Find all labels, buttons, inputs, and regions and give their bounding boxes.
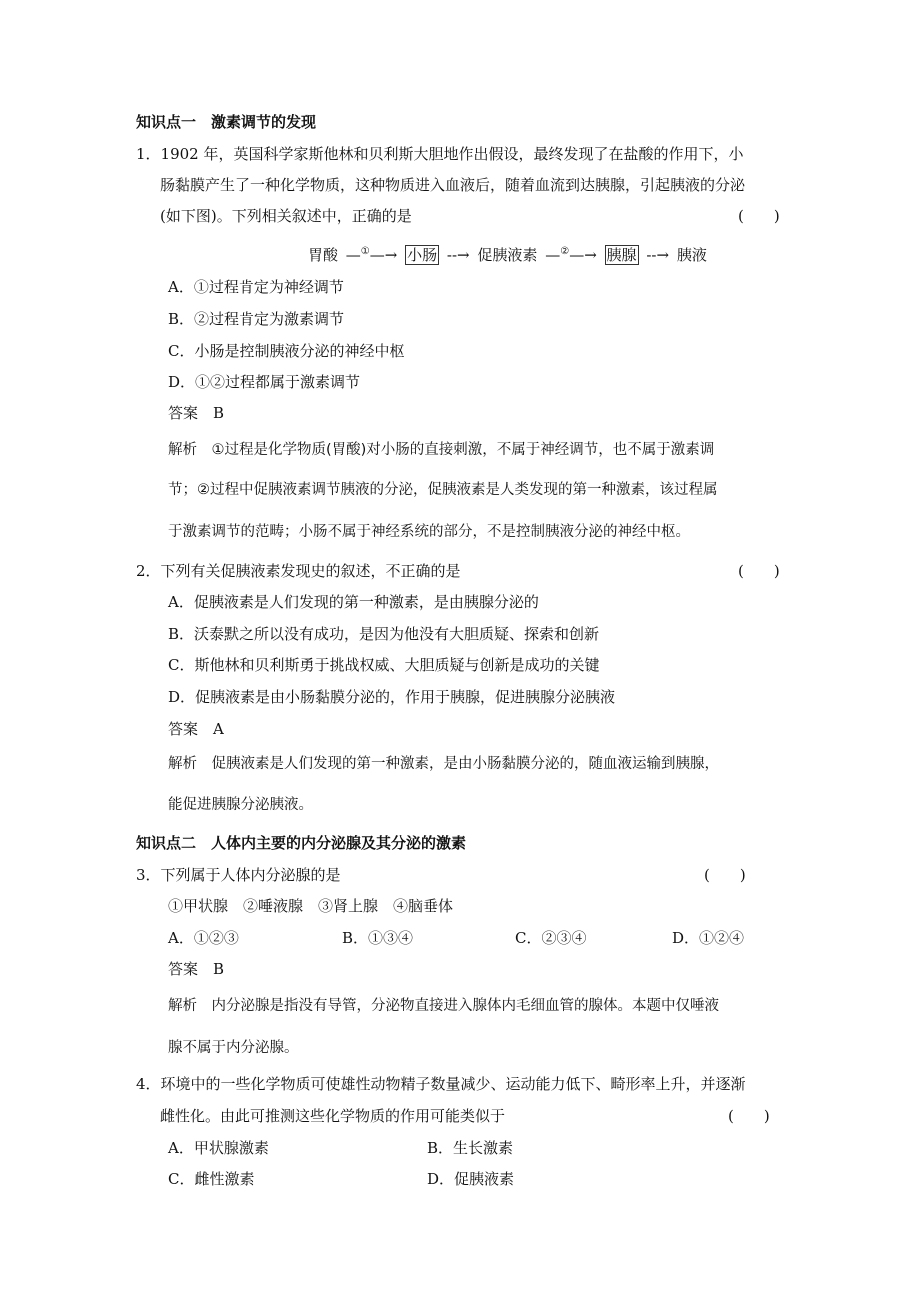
analysis: 解析 ①过程是化学物质(胃酸)对小肠的直接刺激，不属于神经调节，也不属于激素调	[168, 442, 715, 458]
diagram-node: 胃酸	[308, 246, 339, 264]
option-a: A．①过程肯定为神经调节	[168, 278, 344, 296]
step-label: ①	[360, 246, 370, 257]
option-c: C．小肠是控制胰液分泌的神经中枢	[168, 342, 405, 360]
analysis: 解析 促胰液素是人们发现的第一种激素，是由小肠黏膜分泌的，随血液运输到胰腺，	[168, 756, 719, 772]
option-b: B．沃泰默之所以没有成功，是因为他没有大胆质疑、探索和创新	[168, 625, 600, 643]
section-heading: 知识点二 人体内主要的内分泌腺及其分泌的激素	[136, 834, 467, 852]
answer: 答案 A	[168, 720, 224, 738]
arrow-icon: --→	[446, 246, 470, 264]
arrow-icon: --→	[646, 246, 670, 264]
answer-blank: ( )	[728, 1107, 770, 1125]
answer-blank: ( )	[704, 866, 746, 884]
question-text: 2．下列有关促胰液素发现史的叙述，不正确的是	[136, 562, 461, 580]
section-heading: 知识点一 激素调节的发现	[136, 113, 317, 131]
answer: 答案 B	[168, 404, 225, 422]
option-d: D．促胰液素	[427, 1170, 515, 1188]
option-c: C．雌性激素	[168, 1170, 255, 1188]
analysis: 于激素调节的范畴；小肠不属于神经系统的部分，不是控制胰液分泌的神经中枢。	[168, 524, 690, 540]
option-d: D．促胰液素是由小肠黏膜分泌的，作用于胰腺，促进胰腺分泌胰液	[168, 688, 616, 706]
diagram-node: 小肠	[407, 246, 438, 264]
option-a: A．甲状腺激素	[168, 1139, 269, 1157]
analysis: 解析 内分泌腺是指没有导管，分泌物直接进入腺体内毛细血管的腺体。本题中仅唾液	[168, 998, 719, 1014]
option-b: B．②过程肯定为激素调节	[168, 310, 345, 328]
analysis: 腺不属于内分泌腺。	[168, 1040, 299, 1056]
answer-blank: ( )	[738, 207, 780, 225]
question-text: 雌性化。由此可推测这些化学物质的作用可能类似于	[160, 1107, 506, 1125]
question-text: 肠黏膜产生了一种化学物质，这种物质进入血液后，随着血流到达胰腺，引起胰液的分泌	[160, 176, 746, 194]
option-c: C．斯他林和贝利斯勇于挑战权威、大胆质疑与创新是成功的关键	[168, 656, 600, 674]
arrow-icon: —①—→	[345, 246, 398, 264]
analysis: 能促进胰腺分泌胰液。	[168, 797, 313, 813]
question-text: ①甲状腺 ②唾液腺 ③肾上腺 ④脑垂体	[168, 897, 454, 915]
option-a: A．①②③	[168, 929, 239, 947]
question-text: 3．下列属于人体内分泌腺的是	[136, 866, 341, 884]
option-b: B．①③④	[342, 929, 414, 947]
question-text: (如下图)。下列相关叙述中，正确的是	[160, 207, 412, 225]
arrow-icon: —②—→	[545, 246, 597, 264]
question-text: 1．1902 年，英国科学家斯他林和贝利斯大胆地作出假设，最终发现了在盐酸的作用下，小	[136, 145, 744, 163]
option-d: D．①②④	[672, 929, 745, 947]
diagram-node: 胰液	[676, 246, 707, 264]
analysis: 节；②过程中促胰液素调节胰液的分泌，促胰液素是人类发现的第一种激素，该过程属	[168, 482, 718, 498]
question-text: 4．环境中的一些化学物质可使雄性动物精子数量减少、运动能力低下、畸形率上升，并逐渐	[136, 1075, 746, 1093]
diagram-node: 胰腺	[606, 246, 637, 264]
diagram-node: 促胰液素	[477, 246, 538, 264]
answer: 答案 B	[168, 960, 225, 978]
step-label: ②	[560, 246, 570, 257]
option-b: B．生长激素	[427, 1139, 514, 1157]
process-diagram	[308, 242, 707, 265]
option-c: C．②③④	[515, 929, 587, 947]
answer-blank: ( )	[738, 562, 780, 580]
option-d: D．①②过程都属于激素调节	[168, 373, 361, 391]
option-a: A．促胰液素是人们发现的第一种激素，是由胰腺分泌的	[168, 593, 539, 611]
